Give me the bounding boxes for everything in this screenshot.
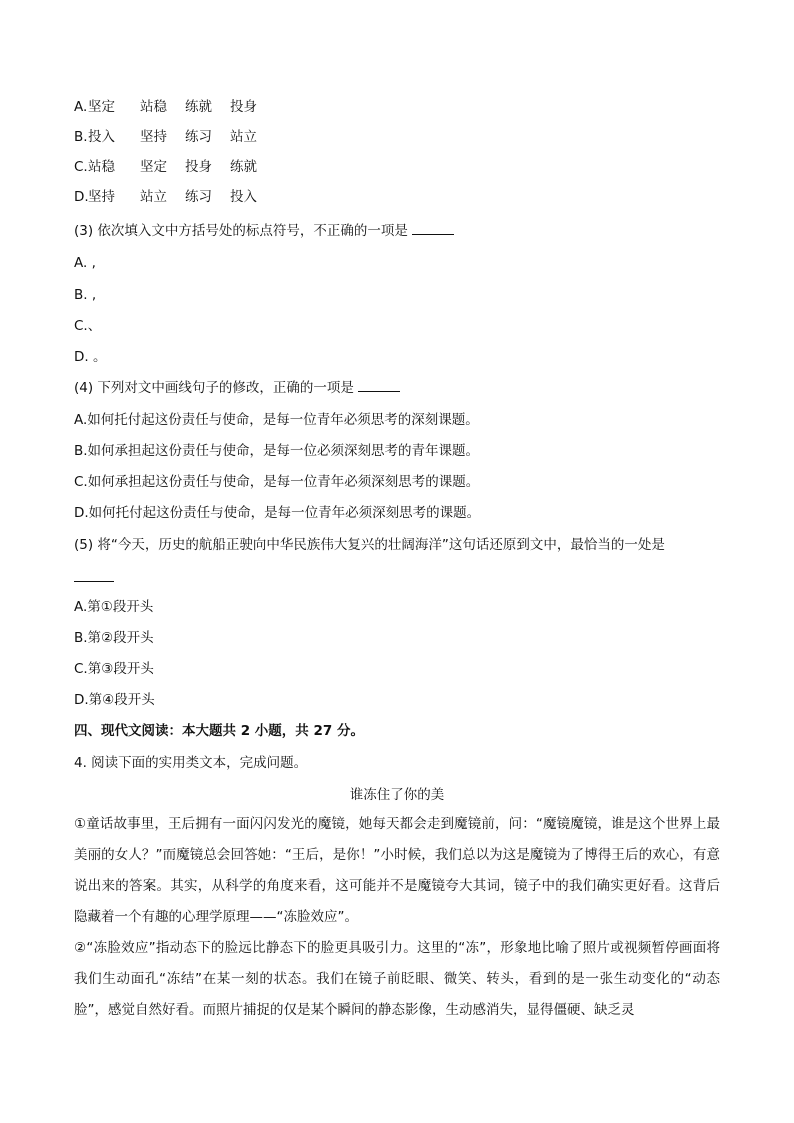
answer-blank (358, 379, 400, 392)
q4-option-b: B.如何承担起这份责任与使命，是每一位必须深刻思考的青年课题。 (74, 443, 480, 459)
option-word: 投入 (230, 189, 257, 205)
article-paragraph-1: ①童话故事里，王后拥有一面闪闪发光的魔镜，她每天都会走到魔镜前，问：“魔镜魔镜，谁是这个世界上最美丽的女人？”而魔镜总会回答她：“王后，是你！”小时候，我们总以为这是魔镜为了博得王后的欢心，有意说出来的答案。其实，从科学的角度来看，这可能并不是魔镜夸大其词，镜子中的我们确实更好看。这背后隐藏着一个有趣的心理学原理——“冻脸效应”。 (74, 816, 720, 925)
option-word: 投身 (185, 159, 212, 175)
option-word: 站立 (140, 189, 167, 205)
q3-option-b: B. , (74, 287, 97, 303)
answer-blank (412, 222, 454, 235)
option-letter: B. (74, 129, 88, 145)
q5-option-c: C.第③段开头 (74, 661, 154, 677)
q4-option-a: A.如何托付起这份责任与使命，是每一位青年必须思考的深刻课题。 (74, 412, 479, 428)
option-word: 站立 (230, 129, 257, 145)
option-letter: D. (74, 189, 89, 205)
option-letter: A. (74, 99, 88, 115)
q4-stem (74, 379, 400, 397)
option-word: 练习 (185, 189, 212, 205)
option-word: 投入 (88, 129, 115, 145)
question-intro: 4. 阅读下面的实用类文本，完成问题。 (74, 755, 308, 771)
q3-option-d: D. 。 (74, 349, 107, 365)
q4-option-d: D.如何托付起这份责任与使命，是每一位青年必须深刻思考的课题。 (74, 505, 481, 521)
option-word: 投身 (230, 99, 257, 115)
option-letter: C. (74, 159, 88, 175)
q3-stem (74, 222, 454, 240)
q5-option-a: A.第①段开头 (74, 599, 154, 615)
q5-stem: (5) 将“今天，历史的航船正驶向中华民族伟大复兴的壮阔海洋”这句话还原到文中，最恰当的一处是 (74, 537, 665, 553)
q5-option-d: D.第④段开头 (74, 692, 155, 708)
option-word: 坚定 (140, 159, 167, 175)
option-word: 坚持 (140, 129, 167, 145)
article-paragraph-2: ②“冻脸效应”指动态下的脸远比静态下的脸更具吸引力。这里的“冻”，形象地比喻了照片或视频暂停画面将我们生动面孔“冻结”在某一刻的状态。我们在镜子前眨眼、微笑、转头，看到的是一张生动变化的“动态脸”，感觉自然好看。而照片捕捉的仅是某个瞬间的静态影像，生动感消失，显得僵硬、缺乏灵 (74, 940, 720, 1018)
option-word: 站稳 (88, 159, 115, 175)
option-word: 站稳 (140, 99, 167, 115)
q5-option-b: B.第②段开头 (74, 630, 154, 646)
option-word: 练就 (230, 159, 257, 175)
answer-blank (74, 580, 114, 582)
option-word: 坚定 (88, 99, 115, 115)
q3-option-c: C.、 (74, 318, 102, 334)
option-word: 练习 (185, 129, 212, 145)
q4-option-c: C.如何承担起这份责任与使命，是每一位青年必须深刻思考的课题。 (74, 474, 480, 490)
option-word: 练就 (185, 99, 212, 115)
section-heading: 四、现代文阅读：本大题共 2 小题，共 27 分。 (74, 723, 364, 739)
q4-stem-text: (4) 下列对文中画线句子的修改，正确的一项是 (74, 380, 354, 396)
q3-option-a: A. , (74, 255, 96, 271)
option-word: 坚持 (88, 189, 115, 205)
article-title: 谁冻住了你的美 (349, 787, 445, 803)
q3-stem-text: (3) 依次填入文中方括号处的标点符号，不正确的一项是 (74, 223, 408, 239)
